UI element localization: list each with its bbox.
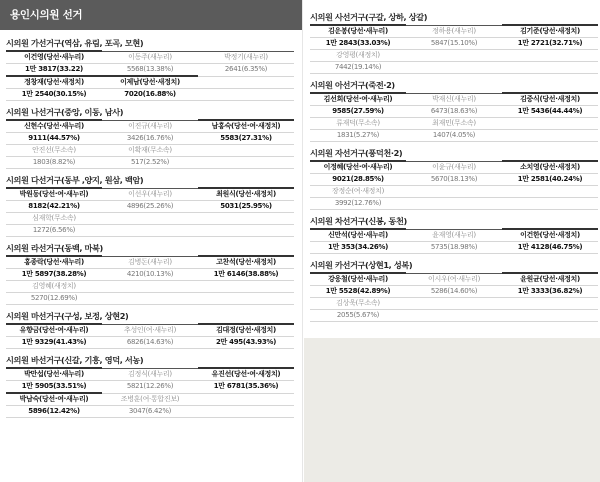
district-title: 시의원 사선거구(구갈, 상하, 상갈): [310, 12, 428, 22]
candidate-cell: 조병훈(여·통합진보): [102, 393, 198, 406]
results-table: [310, 272, 598, 322]
vote-cell: 1803(8.82%): [6, 157, 102, 169]
vote-cell: 1만 2721(32.71%): [502, 38, 598, 50]
vote-cell: 6473(18.63%): [406, 106, 502, 118]
district-title: 시의원 다선거구(동부 ,양지, 원삼, 백암): [6, 175, 144, 185]
table-row: [6, 145, 294, 157]
candidate-cell: 소치영(당선·새정치): [502, 161, 598, 174]
table-row: [6, 256, 294, 269]
vote-cell: 1만 2540(30.15%): [6, 89, 102, 101]
vote-cell: 7442(19.14%): [310, 62, 406, 74]
table-row: [310, 50, 598, 62]
candidate-cell: 김중식(당선·새정치): [502, 93, 598, 106]
vote-cell: 5847(15.10%): [406, 38, 502, 50]
candidate-cell: 강영평(새정치): [310, 50, 406, 62]
vote-cell: 1만 3333(36.82%): [502, 286, 598, 298]
table-row: [310, 106, 598, 118]
table-row: [6, 157, 294, 169]
candidate-cell: 장정순(여·새정치): [310, 186, 406, 198]
vote-cell: 2055(5.67%): [310, 310, 406, 322]
page-title: 용인시의원 선거: [10, 9, 83, 21]
vote-cell: 1272(6.56%): [6, 225, 102, 237]
table-row: [6, 393, 294, 406]
vote-cell: 2641(6.35%): [198, 64, 294, 77]
candidate-cell: 추성인(여·새누리): [102, 324, 198, 337]
district-title: 시의원 나선거구(중앙, 이동, 남사): [6, 107, 124, 117]
table-row: [6, 64, 294, 77]
gray-area: [304, 338, 600, 482]
vote-cell: 9111(44.57%): [6, 133, 102, 145]
vote-cell: [198, 225, 294, 237]
district-section: [310, 214, 600, 254]
candidate-cell: 김운봉(당선·새누리): [310, 25, 406, 38]
candidate-cell: 신현수(당선·새누리): [6, 120, 102, 133]
candidate-cell: 이시우(여·새누리): [406, 273, 502, 286]
candidate-cell: [406, 186, 502, 198]
table-row: [6, 120, 294, 133]
table-row: [6, 133, 294, 145]
vote-cell: 5583(27.31%): [198, 133, 294, 145]
results-table: [6, 119, 294, 169]
table-row: [310, 38, 598, 50]
vote-cell: 5670(18.13%): [406, 174, 502, 186]
table-row: [310, 62, 598, 74]
district-section: [310, 10, 600, 74]
vote-cell: 1407(4.05%): [406, 130, 502, 142]
district-section: [310, 146, 600, 210]
vote-cell: 1만 5905(33.51%): [6, 381, 102, 394]
vote-cell: 1만 6146(38.88%): [198, 269, 294, 281]
page-header: [0, 0, 302, 30]
candidate-cell: 이진규(새누리): [102, 120, 198, 133]
candidate-cell: 류재덕(무소속): [310, 118, 406, 130]
table-row: [6, 381, 294, 394]
candidate-cell: [502, 118, 598, 130]
column-divider: [302, 0, 303, 482]
vote-cell: [502, 310, 598, 322]
district-title: 시의원 가선거구(역삼, 유림, 포곡, 모현): [6, 38, 144, 48]
district-section: [6, 353, 296, 418]
vote-cell: 5821(12.26%): [102, 381, 198, 394]
table-row: [310, 229, 598, 242]
vote-cell: 1만 6781(35.36%): [198, 381, 294, 394]
vote-cell: 5270(12.69%): [6, 293, 102, 305]
candidate-cell: 윤재영(새누리): [406, 229, 502, 242]
candidate-cell: 홍종락(당선·새누리): [6, 256, 102, 269]
vote-cell: 517(2.52%): [102, 157, 198, 169]
vote-cell: 1만 5897(38.28%): [6, 269, 102, 281]
table-row: [6, 89, 294, 101]
candidate-cell: 최재민(무소속): [406, 118, 502, 130]
candidate-cell: 이선우(새누리): [102, 188, 198, 201]
table-row: [310, 198, 598, 210]
candidate-cell: [198, 393, 294, 406]
candidate-cell: 김영혜(새정치): [6, 281, 102, 293]
vote-cell: [198, 406, 294, 418]
table-row: [310, 93, 598, 106]
results-table: [310, 92, 598, 142]
vote-cell: 1만 5528(42.89%): [310, 286, 406, 298]
vote-cell: 1만 9329(41.43%): [6, 337, 102, 349]
candidate-cell: [406, 298, 502, 310]
district-section: [310, 258, 600, 322]
candidate-cell: 정창재(당선·새정치): [6, 76, 102, 89]
table-row: [310, 174, 598, 186]
vote-cell: [406, 310, 502, 322]
results-table: [310, 228, 598, 254]
table-row: [6, 188, 294, 201]
table-row: [6, 281, 294, 293]
candidate-cell: 김선희(당선·여·새누리): [310, 93, 406, 106]
vote-cell: 1만 2581(40.24%): [502, 174, 598, 186]
district-title: 시의원 아선거구(죽전·2): [310, 80, 395, 90]
table-row: [310, 286, 598, 298]
vote-cell: 4896(25.26%): [102, 201, 198, 213]
candidate-cell: [198, 213, 294, 225]
vote-cell: 8182(42.21%): [6, 201, 102, 213]
table-row: [6, 269, 294, 281]
results-table: [6, 323, 294, 349]
table-row: [6, 51, 294, 64]
district-section: [6, 241, 296, 305]
results-table: [6, 255, 294, 305]
vote-cell: 5568(13.38%): [102, 64, 198, 77]
vote-cell: [198, 157, 294, 169]
table-row: [6, 324, 294, 337]
district-title: 시의원 바선거구(신갈, 기흥, 영덕, 서농): [6, 355, 144, 365]
vote-cell: [198, 89, 294, 101]
results-table: [6, 50, 294, 101]
candidate-cell: [502, 186, 598, 198]
candidate-cell: 남홍숙(당선·여·새정치): [198, 120, 294, 133]
district-section: [6, 173, 296, 237]
candidate-cell: 정하용(새누리): [406, 25, 502, 38]
candidate-cell: [102, 213, 198, 225]
vote-cell: [198, 293, 294, 305]
results-table: [310, 160, 598, 210]
table-row: [6, 368, 294, 381]
table-row: [310, 118, 598, 130]
district-section: [6, 36, 296, 101]
candidate-cell: [502, 50, 598, 62]
candidate-cell: 신만석(당선·새누리): [310, 229, 406, 242]
vote-cell: [502, 62, 598, 74]
vote-cell: 6826(14.63%): [102, 337, 198, 349]
table-row: [6, 76, 294, 89]
vote-cell: 7020(16.88%): [102, 89, 198, 101]
candidate-cell: [102, 281, 198, 293]
candidate-cell: 김병돈(새누리): [102, 256, 198, 269]
candidate-cell: 박남숙(당선·여·새누리): [6, 393, 102, 406]
vote-cell: 5896(12.42%): [6, 406, 102, 418]
candidate-cell: 이정혜(당선·여·새누리): [310, 161, 406, 174]
candidate-cell: 안진선(무소속): [6, 145, 102, 157]
vote-cell: 3992(12.76%): [310, 198, 406, 210]
vote-cell: 3047(6.42%): [102, 406, 198, 418]
district-title: 시의원 라선거구(동백, 마북): [6, 243, 103, 253]
table-row: [310, 242, 598, 254]
candidate-cell: 김정식(새누리): [102, 368, 198, 381]
vote-cell: 1만 3817(33.22): [6, 64, 102, 77]
vote-cell: 9585(27.59%): [310, 106, 406, 118]
vote-cell: 1만 353(34.26%): [310, 242, 406, 254]
candidate-cell: [502, 298, 598, 310]
candidate-cell: 강웅철(당선·새누리): [310, 273, 406, 286]
candidate-cell: 박원동(당선·여·새누리): [6, 188, 102, 201]
vote-cell: 5286(14.60%): [406, 286, 502, 298]
results-table: [6, 367, 294, 418]
district-title: 시의원 차선거구(신봉, 동천): [310, 216, 407, 226]
vote-cell: [406, 198, 502, 210]
vote-cell: [406, 62, 502, 74]
candidate-cell: [406, 50, 502, 62]
candidate-cell: 유진선(당선·여·새정치): [198, 368, 294, 381]
vote-cell: 5735(18.98%): [406, 242, 502, 254]
table-row: [310, 25, 598, 38]
table-row: [6, 406, 294, 418]
vote-cell: 1만 2843(33.03%): [310, 38, 406, 50]
candidate-cell: 김상욱(무소속): [310, 298, 406, 310]
candidate-cell: 이확재(무소속): [102, 145, 198, 157]
results-table: [310, 24, 598, 74]
vote-cell: 3426(16.76%): [102, 133, 198, 145]
district-section: [6, 309, 296, 349]
vote-cell: 1만 5436(44.44%): [502, 106, 598, 118]
table-row: [310, 298, 598, 310]
table-row: [6, 201, 294, 213]
table-row: [6, 213, 294, 225]
results-table: [6, 187, 294, 237]
candidate-cell: 박정기(새누리): [198, 51, 294, 64]
district-section: [310, 78, 600, 142]
candidate-cell: 김기준(당선·새정치): [502, 25, 598, 38]
table-row: [6, 293, 294, 305]
candidate-cell: 이제남(당선·새정치): [102, 76, 198, 89]
candidate-cell: 박재신(새누리): [406, 93, 502, 106]
left-column: [6, 34, 296, 422]
candidate-cell: 박만섭(당선·새누리): [6, 368, 102, 381]
vote-cell: [502, 130, 598, 142]
right-column: [310, 8, 600, 326]
table-row: [310, 310, 598, 322]
table-row: [310, 130, 598, 142]
candidate-cell: 윤원균(당선·새정치): [502, 273, 598, 286]
table-row: [310, 161, 598, 174]
candidate-cell: [198, 145, 294, 157]
table-row: [310, 273, 598, 286]
candidate-cell: 심재학(무소속): [6, 213, 102, 225]
candidate-cell: 이동주(새누리): [102, 51, 198, 64]
vote-cell: [102, 225, 198, 237]
table-row: [6, 225, 294, 237]
district-title: 시의원 자선거구(풍덕천·2): [310, 148, 403, 158]
candidate-cell: 고찬석(당선·새정치): [198, 256, 294, 269]
candidate-cell: [198, 281, 294, 293]
candidate-cell: 김대정(당선·새정치): [198, 324, 294, 337]
table-row: [310, 186, 598, 198]
vote-cell: [502, 198, 598, 210]
candidate-cell: 이건영(당선·새누리): [6, 51, 102, 64]
candidate-cell: 유향금(당선·여·새누리): [6, 324, 102, 337]
table-row: [6, 337, 294, 349]
vote-cell: 4210(10.13%): [102, 269, 198, 281]
vote-cell: 5031(25.95%): [198, 201, 294, 213]
candidate-cell: 최원식(당선·새정치): [198, 188, 294, 201]
vote-cell: 9021(28.85%): [310, 174, 406, 186]
vote-cell: 1831(5.27%): [310, 130, 406, 142]
vote-cell: 2만 495(43.93%): [198, 337, 294, 349]
district-section: [6, 105, 296, 169]
candidate-cell: 이건한(당선·새정치): [502, 229, 598, 242]
candidate-cell: 이윤규(새누리): [406, 161, 502, 174]
vote-cell: [102, 293, 198, 305]
district-title: 시의원 카선거구(상현1, 성복): [310, 260, 413, 270]
district-title: 시의원 마선거구(구성, 보정, 상현2): [6, 311, 129, 321]
vote-cell: 1만 4128(46.75%): [502, 242, 598, 254]
candidate-cell: [198, 76, 294, 89]
